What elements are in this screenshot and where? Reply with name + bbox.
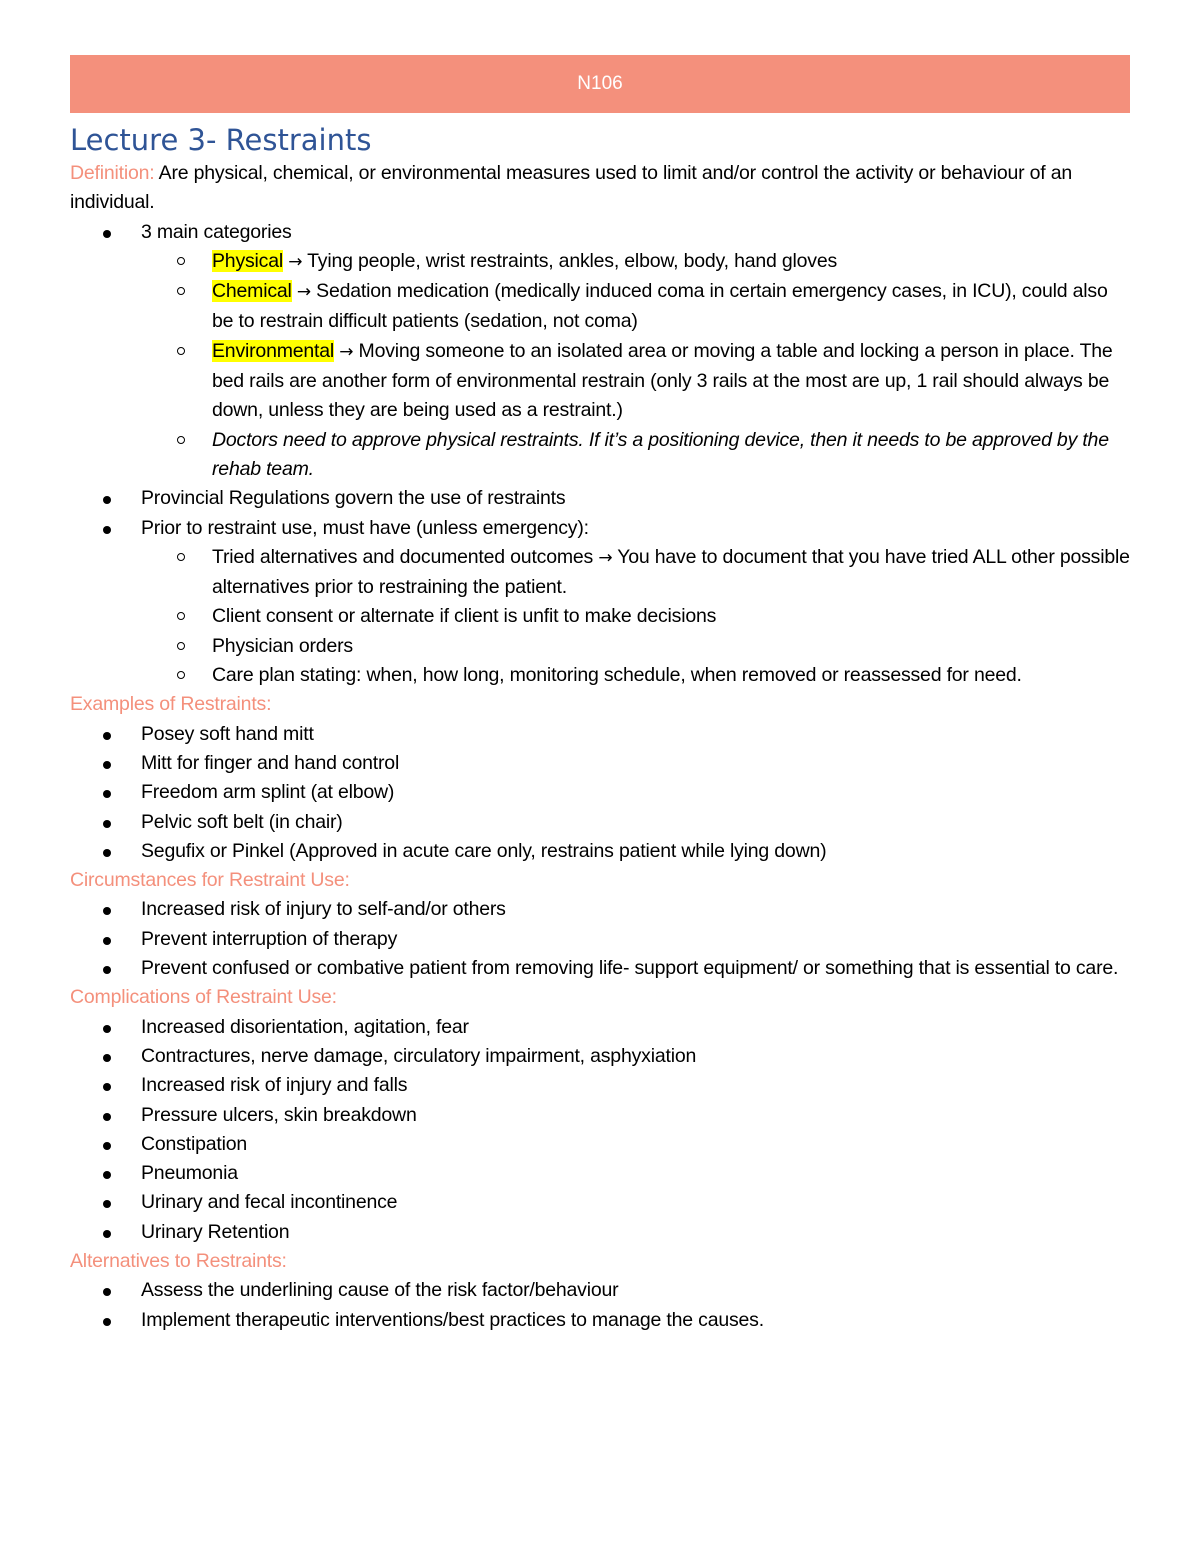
bullet-icon [103,907,111,915]
circle-bullet-icon [177,642,185,650]
chemical-text: Sedation medication (medically induced coma in certain emergency cases, in ICU), could also be to restrain difficult patients (sedation, not coma) [212,280,1108,333]
sublist-item [141,632,1130,661]
sublist-text: Care plan stating: when, how long, monitoring schedule, when removed or reassessed for need. [212,664,1022,687]
circumstances-list [70,895,1130,983]
arrow-right-icon: → [339,341,354,362]
bullet-icon [103,820,111,828]
alternatives-main: Tried alternatives and documented outcomes [212,545,594,568]
bullet-icon [103,496,111,504]
prior-sublist [141,543,1130,690]
circle-bullet-icon [177,257,185,265]
list-item [70,1306,1130,1335]
section-heading-examples: Examples of Restraints: [70,693,272,716]
definition-text: Are physical, chemical, or environmental measures used to limit and/or control the activity or behaviour of an individual. [70,162,1073,214]
examples-list [70,720,1130,866]
bullet-icon [103,230,111,238]
definition-label: Definition: [70,162,155,184]
categories-sublist [141,247,1130,484]
list-item-text: Urinary and fecal incontinence [141,1191,398,1214]
list-item-text: Prevent confused or combative patient from removing life- support equipment/ or something that is essential to care. [141,957,1119,980]
main-list [70,218,1130,691]
list-item [70,778,1130,807]
list-item-text: Increased risk of injury to self-and/or others [141,898,506,921]
sublist-item-alternatives [141,543,1130,603]
list-item-text: Posey soft hand mitt [141,722,314,745]
sublist-item [141,602,1130,631]
list-item-text: Pelvic soft belt (in chair) [141,810,343,833]
prior-text: Prior to restraint use, must have (unless emergency): [141,516,589,539]
list-item [70,808,1130,837]
list-item [70,1101,1130,1130]
list-item [70,1130,1130,1159]
provincial-text: Provincial Regulations govern the use of restraints [141,487,566,510]
categories-text: 3 main categories [141,220,292,243]
circle-bullet-icon [177,347,185,355]
list-item [70,749,1130,778]
term-chemical: Chemical [212,280,292,303]
bullet-icon [103,1113,111,1121]
arrow-right-icon: → [296,282,311,303]
physical-text: Tying people, wrist restraints, ankles, elbow, body, hand gloves [302,249,838,272]
list-item [70,218,1130,485]
sublist-item-environmental [141,337,1130,426]
list-item [70,1159,1130,1188]
definition-paragraph [70,159,1130,218]
bullet-icon [103,849,111,857]
bullet-icon [103,732,111,740]
sublist-item [141,661,1130,690]
bullet-icon [103,1025,111,1033]
document-content [70,121,1130,1335]
bullet-icon [103,1230,111,1238]
list-item [70,1276,1130,1305]
header-bar [70,55,1130,113]
list-item-text: Prevent interruption of therapy [141,927,398,950]
sublist-text: Client consent or alternate if client is unfit to make decisions [212,605,717,628]
term-environmental: Environmental [212,339,335,362]
bullet-icon [103,1200,111,1208]
list-item-text: Contractures, nerve damage, circulatory impairment, asphyxiation [141,1044,697,1067]
alternatives-rest: You have to document that you have tried ALL other possible alternatives prior to restraining the patient. [212,545,1130,599]
circle-bullet-icon [177,612,185,620]
circle-bullet-icon [177,436,185,444]
list-item [70,1071,1130,1100]
circle-bullet-icon [177,287,185,295]
bullet-icon [103,1083,111,1091]
list-item [70,1188,1130,1217]
list-item [70,925,1130,954]
section-heading-circumstances: Circumstances for Restraint Use: [70,869,350,892]
list-item-text: Segufix or Pinkel (Approved in acute care only, restrains patient while lying down) [141,839,827,862]
header-title: N106 [577,73,623,94]
list-item-text: Implement therapeutic interventions/best practices to manage the causes. [141,1308,764,1331]
list-item-text: Increased risk of injury and falls [141,1074,408,1097]
list-item [70,1013,1130,1042]
bullet-icon [103,1288,111,1296]
list-item [70,514,1130,691]
list-item-text: Pressure ulcers, skin breakdown [141,1103,417,1126]
list-item [70,837,1130,866]
bullet-icon [103,526,111,534]
complications-list [70,1013,1130,1247]
list-item [70,954,1130,983]
environmental-text: Moving someone to an isolated area or moving a table and locking a person in place. The bed rails are another form of environmental restrain (only 3 rails at the most are up, 1 rail should always be down, unless they are being used as a restraint.) [212,339,1113,422]
bullet-icon [103,1171,111,1179]
list-item [70,895,1130,924]
section-heading-alternatives: Alternatives to Restraints: [70,1249,287,1272]
sublist-item-note [141,426,1130,485]
bullet-icon [103,790,111,798]
bullet-icon [103,966,111,974]
arrow-right-icon: → [288,251,303,272]
list-item [70,720,1130,749]
list-item-text: Urinary Retention [141,1220,290,1243]
bullet-icon [103,1318,111,1326]
section-heading-complications: Complications of Restraint Use: [70,986,337,1009]
list-item-text: Constipation [141,1132,248,1155]
lecture-title: Lecture 3- Restraints [70,123,372,157]
list-item [70,484,1130,513]
list-item [70,1042,1130,1071]
circle-bullet-icon [177,553,185,561]
bullet-icon [103,937,111,945]
term-physical: Physical [212,249,284,272]
alternatives-list [70,1276,1130,1335]
list-item-text: Freedom arm splint (at elbow) [141,781,395,804]
list-item-text: Mitt for finger and hand control [141,751,400,774]
list-item-text: Pneumonia [141,1162,238,1185]
list-item-text: Assess the underlining cause of the risk factor/behaviour [141,1279,619,1302]
list-item [70,1218,1130,1247]
list-item-text: Increased disorientation, agitation, fear [141,1015,469,1038]
sublist-text: Physician orders [212,634,353,657]
bullet-icon [103,1142,111,1150]
arrow-right-icon: → [598,547,613,568]
bullet-icon [103,761,111,769]
bullet-icon [103,1054,111,1062]
approval-note: Doctors need to approve physical restraints. If it’s a positioning device, then it needs to be approved by the rehab team. [212,428,1109,480]
circle-bullet-icon [177,671,185,679]
sublist-item-chemical [141,277,1130,337]
sublist-item-physical [141,247,1130,277]
